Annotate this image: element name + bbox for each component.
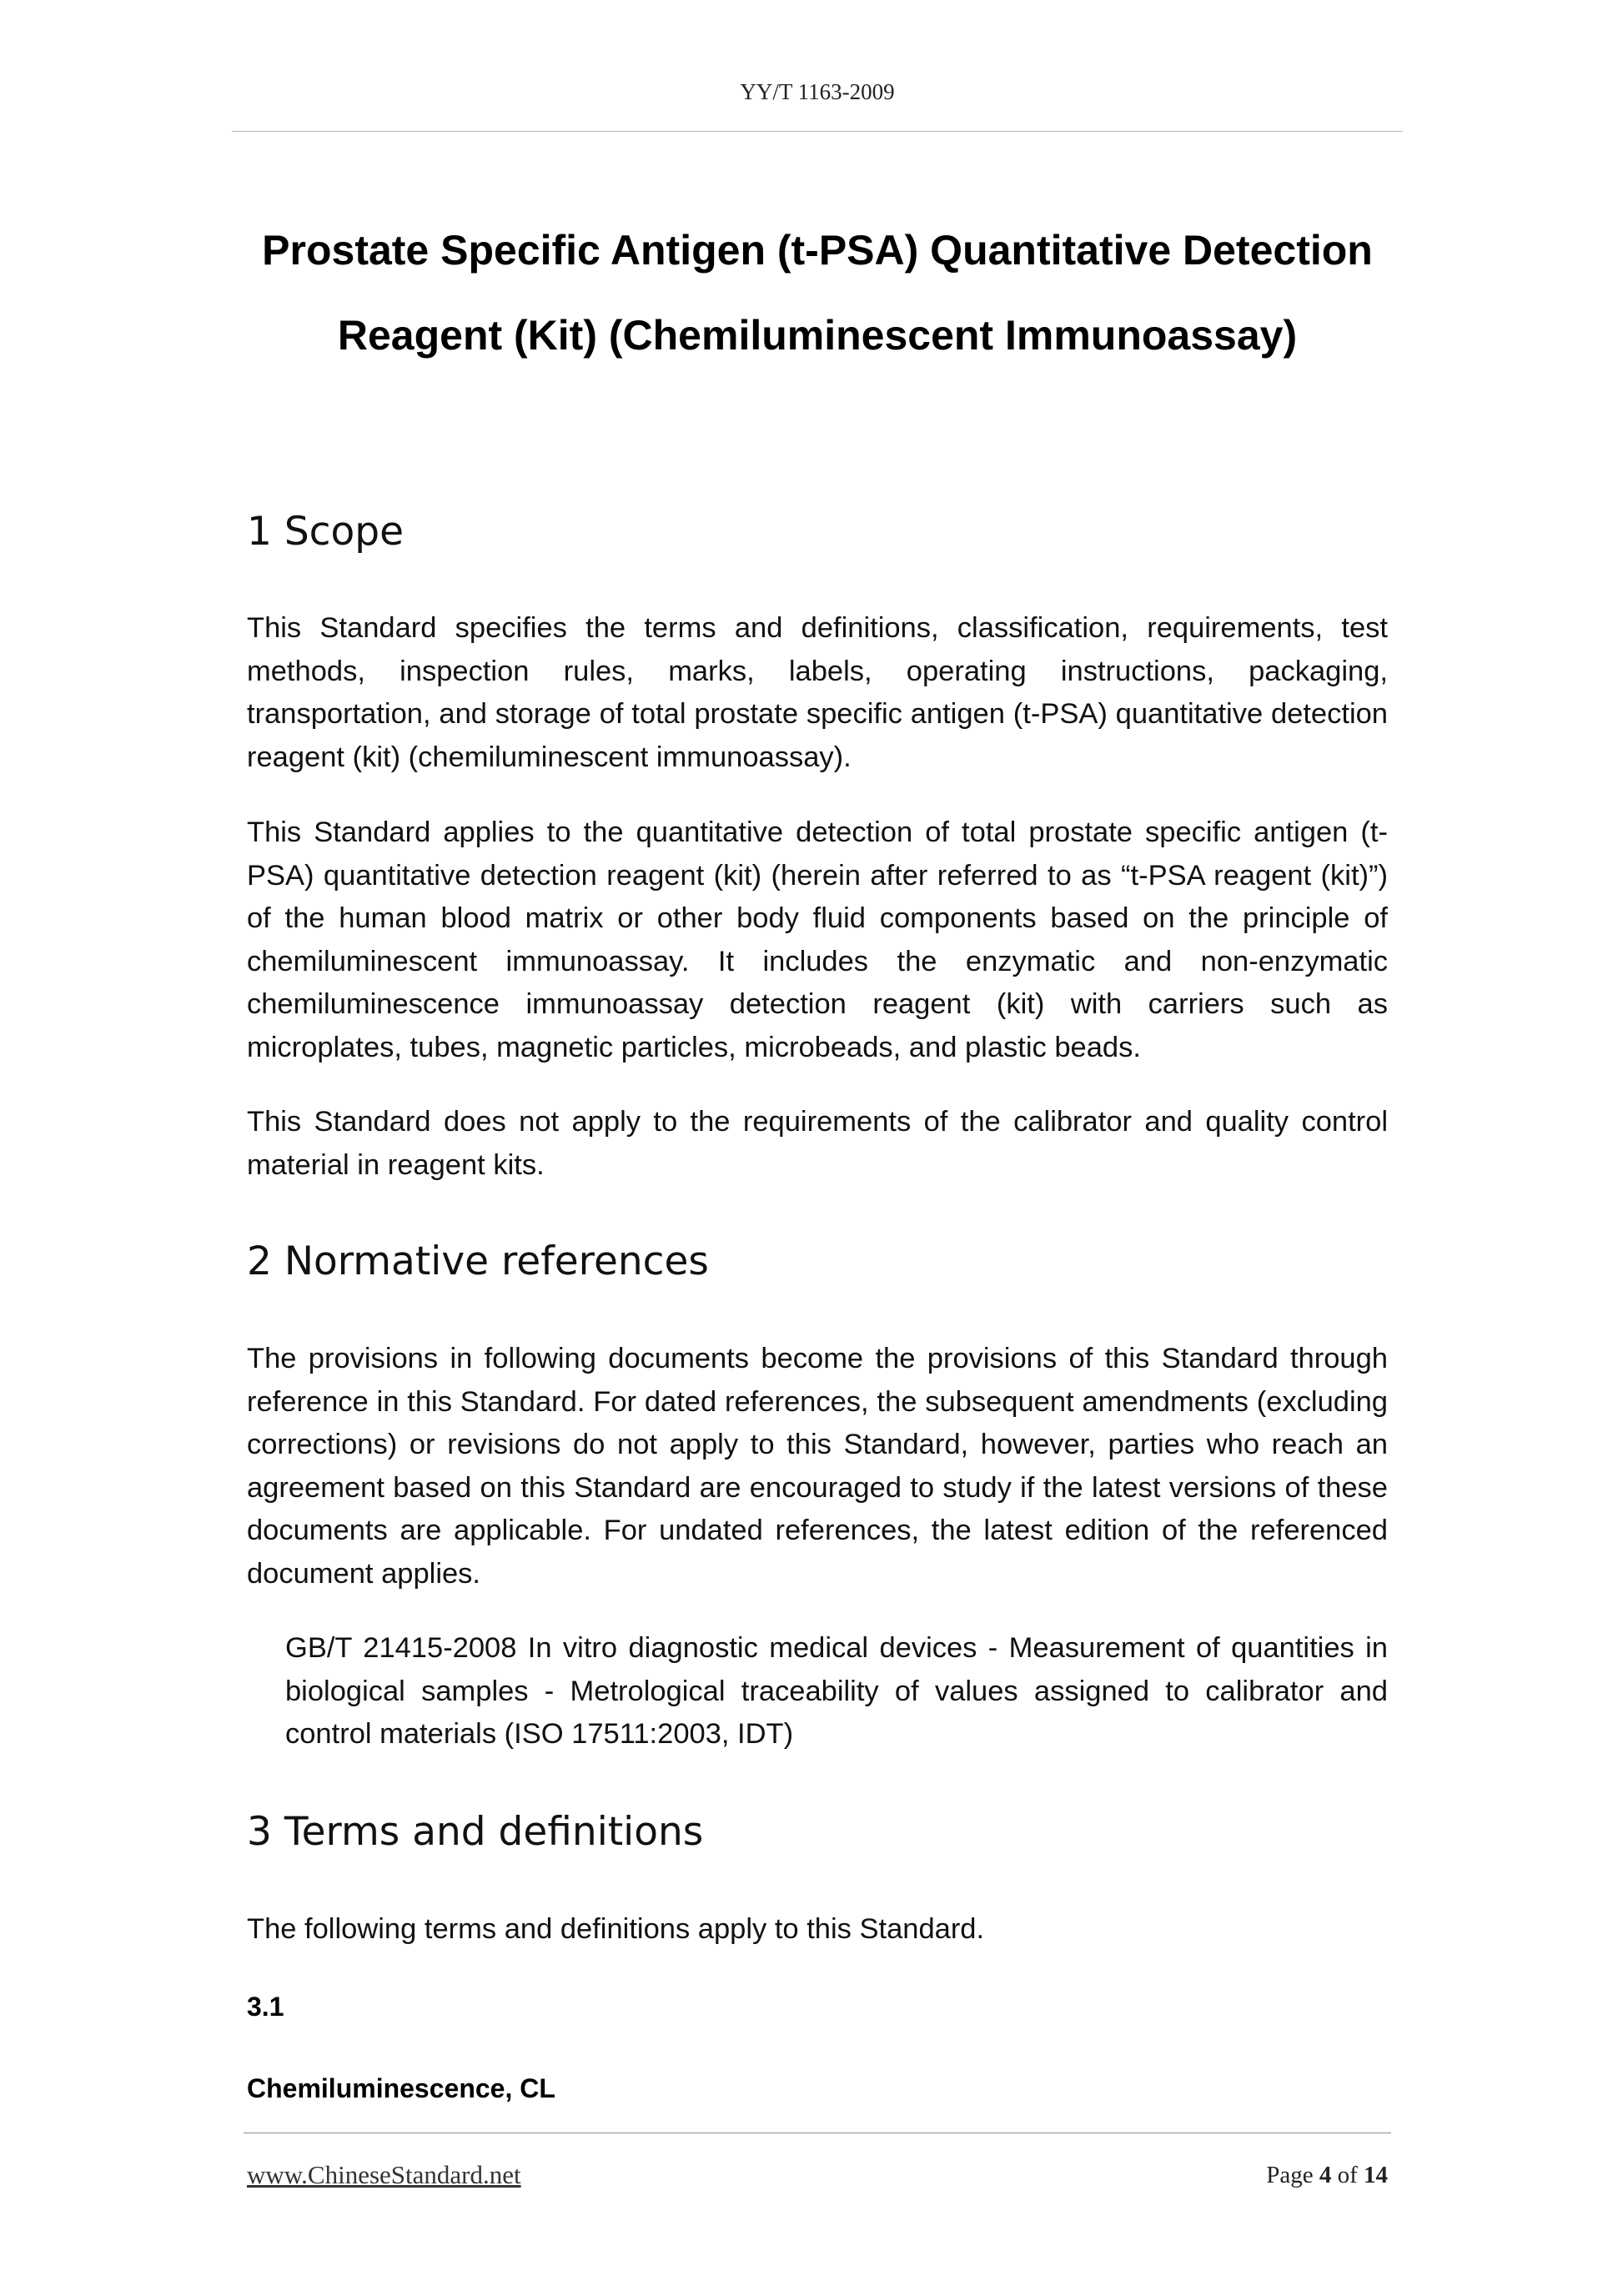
section-heading-normative-references: 2 Normative references: [247, 1238, 709, 1284]
page-number: [1266, 2162, 1388, 2189]
document-title-line-2: Reagent (Kit) (Chemiluminescent Immunoassay): [337, 312, 1298, 359]
terms-paragraph-1: The following terms and definitions apply to this Standard.: [247, 1913, 985, 1945]
scope-paragraph-1: This Standard specifies the terms and definitions, classification, requirements, test methods, inspection rules, marks, labels, operating instructions, packaging, transportation, and storage of total prostate specific antigen (t-PSA) quantitative detection reagent (kit) (chemiluminescent immunoassay).: [247, 612, 1388, 773]
section-heading-scope: 1 Scope: [247, 509, 404, 555]
normative-reference-item: GB/T 21415-2008 In vitro diagnostic medical devices - Measurement of quantities in biological samples - Metrological traceability of values assigned to calibrator and control materials (ISO 17511:2003, IDT): [285, 1632, 1388, 1750]
page-of-label: of: [1337, 2162, 1358, 2188]
website-link[interactable]: www.ChineseStandard.net: [247, 2160, 521, 2189]
document-title-line-1: Prostate Specific Antigen (t-PSA) Quantitative Detection: [262, 227, 1373, 274]
scope-paragraph-3: This Standard does not apply to the requirements of the calibrator and quality control material in reagent kits.: [247, 1106, 1388, 1181]
scope-paragraph-2: This Standard applies to the quantitative detection of total prostate specific antigen (t-PSA) quantitative detection reagent (kit) (herein after referred to as “t-PSA reagent (kit)”) of the human blood matrix or other body fluid components based on the principle of chemiluminescent immunoassay. It includes the enzymatic and non-enzymatic chemiluminescence immunoassay detection reagent (kit) with carriers such as microplates, tubes, magnetic particles, microbeads, and plastic beads.: [247, 816, 1388, 1063]
page-current: 4: [1319, 2162, 1332, 2188]
clause-term: Chemiluminescence, CL: [247, 2073, 555, 2103]
running-header: YY/T 1163-2009: [740, 79, 895, 104]
clause-number: 3.1: [247, 1992, 284, 2022]
page-total: 14: [1364, 2162, 1388, 2188]
page-label: Page: [1266, 2162, 1314, 2188]
header-divider: [232, 131, 1403, 132]
section-heading-terms-definitions: 3 Terms and definitions: [247, 1809, 704, 1855]
normative-paragraph-1: The provisions in following documents become the provisions of this Standard through reference in this Standard. For dated references, the subsequent amendments (excluding corrections) or revisions do not apply to this Standard, however, parties who reach an agreement based on this Standard are encouraged to study if the latest versions of these documents are applicable. For undated references, the latest edition of the referenced document applies.: [247, 1343, 1388, 1590]
